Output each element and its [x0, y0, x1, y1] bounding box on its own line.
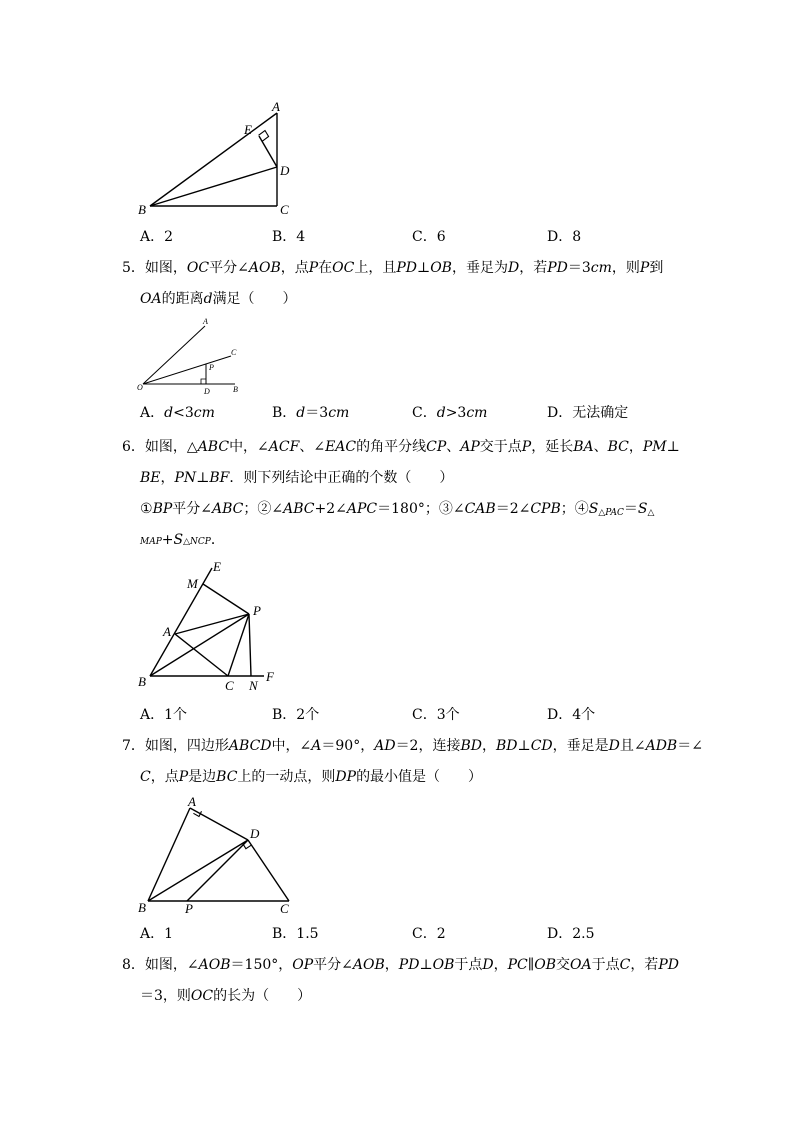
q5-figure [135, 315, 255, 400]
q7-label-D: D [250, 826, 260, 841]
q4-label-C: C [280, 202, 289, 217]
q7-seg-BD [148, 840, 248, 901]
q6-stem-line4: MAP+S△NCP． [140, 532, 225, 548]
q7-seg-AB [148, 808, 190, 901]
q4-option-a[interactable]: A．2 [140, 229, 174, 245]
q5-options [140, 403, 660, 423]
q7-label-A: A [188, 794, 196, 809]
q6-label-C: C [225, 678, 234, 693]
q4-figure [130, 95, 300, 220]
q8-stem-line1: 8．如图，∠AOB＝150°，OP平分∠AOB，PD⊥OB于点D，PC∥OB交OA于点C，若PD [122, 957, 679, 973]
q6-options [140, 705, 660, 725]
q7-label-B: B [138, 900, 146, 915]
q4-label-A: A [272, 99, 280, 114]
q7-option-b[interactable]: B．1.5 [272, 926, 319, 942]
q6-label-P: P [253, 603, 261, 618]
q7-label-C: C [280, 901, 289, 916]
q6-seg-AP [175, 614, 249, 634]
q7-option-a[interactable]: A．1 [140, 926, 174, 942]
q4-label-B: B [138, 202, 146, 217]
q6-option-a[interactable]: A．1个 [140, 707, 188, 723]
q4-option-d[interactable]: D．8 [547, 229, 582, 245]
q6-stem-line2: BE，PN⊥BF．则下列结论中正确的个数（ ） [140, 470, 454, 486]
q7-stem-line2: C，点P是边BC上的一动点，则DP的最小值是（ ） [140, 769, 483, 785]
q6-label-E: E [213, 559, 221, 574]
q5-label-B: B [233, 385, 238, 394]
q5-label-P: P [209, 363, 214, 372]
q4-seg-BA [150, 113, 277, 206]
q7-options [140, 924, 660, 944]
q6-label-M: M [187, 576, 198, 591]
q4-options [140, 227, 660, 247]
q6-seg-PN [249, 614, 251, 676]
q6-label-F: F [266, 669, 274, 684]
q5-option-b[interactable]: B．d＝3cm [272, 405, 350, 421]
q6-stem-line1: 6．如图，△ABC中，∠ACF、∠EAC的角平分线CP、AP交于点P，延长BA、BC，PM⊥ [122, 439, 680, 455]
q6-seg-CP [228, 614, 249, 676]
q6-stem-line3: ①BP平分∠ABC；②∠ABC+2∠APC＝180°；③∠CAB＝2∠CPB；$④S_{\triangle PAC}=S_\triangle$ [140, 501, 655, 518]
q4-label-D: D [280, 163, 290, 178]
q4-right-angle-mark [259, 131, 269, 142]
q5-label-O: O [137, 383, 143, 392]
q4-seg-ED [259, 136, 277, 167]
q6-seg-MP [203, 584, 249, 614]
q7-label-P: P [185, 901, 193, 916]
q4-option-b[interactable]: B．4 [272, 229, 306, 245]
q6-line-BE [150, 568, 212, 676]
q6-label-N: N [249, 678, 258, 693]
q6-option-c[interactable]: C．3个 [412, 707, 460, 723]
q5-right-angle-mark [201, 379, 206, 384]
q5-ray-OC [143, 356, 231, 384]
q4-seg-BD [150, 167, 277, 206]
q5-option-a[interactable]: A．d<3cm [140, 405, 215, 421]
q7-seg-AD [190, 808, 248, 840]
q4-option-c[interactable]: C．6 [412, 229, 446, 245]
q4-label-E: E [244, 122, 252, 137]
q6-option-b[interactable]: B．2个 [272, 707, 320, 723]
q6-option-d[interactable]: D．4个 [547, 707, 596, 723]
q7-seg-DC [248, 840, 289, 901]
q6-label-A: A [163, 624, 171, 639]
q7-option-c[interactable]: C．2 [412, 926, 446, 942]
q6-label-B: B [138, 674, 146, 689]
q7-option-d[interactable]: D．2.5 [547, 926, 595, 942]
q5-label-A: A [203, 317, 208, 326]
q5-ray-OA [143, 326, 205, 384]
q6-figure [130, 555, 290, 695]
q5-option-d[interactable]: D．无法确定 [547, 405, 629, 421]
q5-label-C: C [231, 348, 237, 357]
q8-stem-line2: ＝3，则OC的长为（ ） [140, 988, 312, 1004]
q7-stem-line1: 7．如图，四边形ABCD中，∠A＝90°，AD＝2，连接BD，BD⊥CD，垂足是D且∠ADB＝∠ [122, 738, 703, 754]
q5-stem-line1: 5．如图，OC平分∠AOB，点P在OC上，且PD⊥OB，垂足为D，若PD＝3cm，则P到 [122, 260, 664, 276]
q5-stem-line2: OA的距离d满足（ ） [140, 291, 297, 307]
q5-option-c[interactable]: C．d>3cm [412, 405, 488, 421]
q7-figure [130, 795, 300, 920]
q5-label-D: D [204, 387, 210, 396]
q7-seg-DP [187, 840, 248, 901]
